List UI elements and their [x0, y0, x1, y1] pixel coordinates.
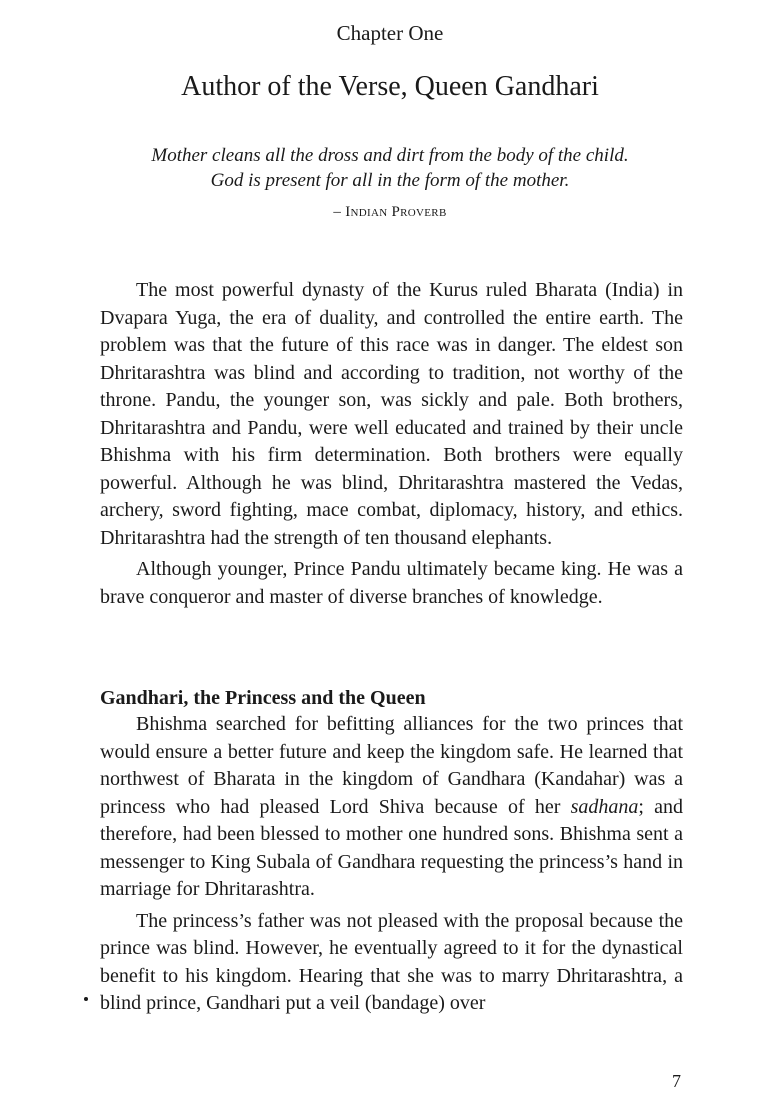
chapter-title: Author of the Verse, Queen Gandhari	[181, 71, 599, 102]
section-heading: Gandhari, the Princess and the Queen	[100, 687, 426, 709]
margin-dot	[84, 997, 88, 1001]
epigraph-attribution	[0, 202, 780, 223]
section-text	[100, 711, 683, 1018]
epigraph	[0, 143, 780, 193]
chapter-label: Chapter One	[336, 21, 444, 45]
paragraph-text: ; and therefore, had been blessed to mother one hundred sons. Bhishma sent a messenger to King Subala of Gandhara requesting the princess’s hand in marriage for Dhritarashtra.	[100, 795, 684, 900]
epigraph-line: Mother cleans all the dross and dirt from the body of the child.	[151, 145, 629, 166]
paragraph: Although younger, Prince Pandu ultimately became king. He was a brave conqueror and master of diverse branches of knowledge.	[100, 558, 683, 608]
paragraph: The most powerful dynasty of the Kurus ruled Bharata (India) in Dvapara Yuga, the era of duality, and controlled the entire earth. The problem was that the future of this race was in danger. The eldest son Dhritarashtra was blind and according to tradition, not worthy of the throne. Pandu, the younger son, was sickly and pale. Both brothers, Dhritarashtra and Pandu, were well educated and trained by their uncle Bhishma with his firm determination. Both brothers were equally powerful. Although he was blind, Dhritarashtra mastered the Vedas, archery, sword fighting, mace combat, diplomacy, history, and ethics. Dhritarashtra had the strength of ten thousand elephants.	[100, 279, 683, 549]
intro-text	[100, 277, 683, 611]
paragraph-text: Bhishma searched for befitting alliances for the two princes that would ensure a better future and keep the kingdom safe. He learned that northwest of Bharata in the kingdom of Gandhara (Kandahar) was a princess who had pleased Lord Shiva because of her	[100, 713, 683, 818]
epigraph-line: God is present for all in the form of the mother.	[210, 170, 570, 191]
paragraph: The princess’s father was not pleased with the proposal because the prince was blind. However, he eventually agreed to it for the dynastical benefit to his kingdom. Hearing that she was to marry Dhritarashtra, a blind prince, Gandhari put a veil (bandage) over	[100, 909, 683, 1014]
attribution-text: – Indian Proverb	[333, 204, 447, 220]
italic-term: sadhana	[570, 795, 639, 818]
paragraph	[100, 711, 683, 904]
page-number: 7	[672, 1071, 681, 1091]
